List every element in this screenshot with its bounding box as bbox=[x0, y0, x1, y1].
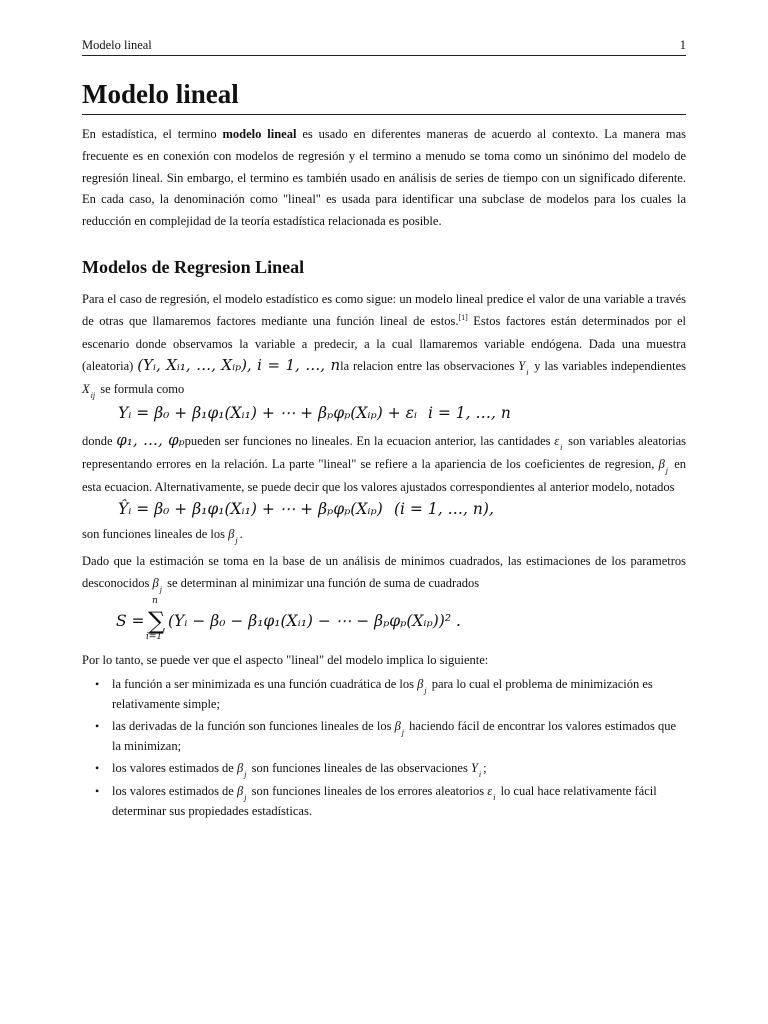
regression-paragraph: Para el caso de regresión, el modelo estadístico es como sigue: un modelo lineal predice el valor de una variable a través de otras que llamaremos factores mediante una función lineal de estos.[1] Estos factores están determinados por el escenario donde observamos la variable a predecir, a la cual llamaremos variable endógena. Dada una muestra (aleatoria) (Yᵢ, Xᵢ₁, …, Xᵢₚ), i = 1, …, nla relacion entre las observaciones $Y_i$ y las variables independientes $X_{ij}$ se formula como bbox=[82, 291, 686, 401]
running-header-title: Modelo lineal bbox=[82, 38, 152, 52]
sum-lower-limit: i=1 bbox=[146, 631, 163, 642]
implications-intro: Por lo tanto, se puede ver que el aspecto "lineal" del modelo implica lo siguiente: bbox=[82, 652, 489, 667]
article-content bbox=[82, 78, 686, 824]
list-item: • la función a ser minimizada es una función cuadrática de los $\beta_j$ para lo cual el problema de minimización es relativamente simple; bbox=[112, 675, 686, 715]
section-heading: Modelos de Regresion Lineal bbox=[82, 256, 305, 277]
equation-fitted-range: (i = 1, …, n), bbox=[394, 500, 494, 519]
equation-fitted bbox=[82, 498, 686, 524]
equation-fitted-left: Ŷᵢ = β₀ + β₁φ₁(Xᵢ₁) + ⋯ + βₚφₚ(Xᵢₚ) bbox=[118, 500, 383, 519]
sum-upper-limit: n bbox=[152, 595, 158, 606]
equation-model bbox=[82, 402, 686, 430]
list-item: • las derivadas de la función son funciones lineales de los $\beta_j$ haciendo fácil de encontrar los valores estimados que la minimizan; bbox=[112, 717, 686, 757]
phi-formula: φ₁, …, φₚ bbox=[116, 430, 185, 449]
running-header bbox=[82, 37, 686, 56]
sum-lhs: S = bbox=[116, 611, 145, 630]
list-item: • los valores estimados de $\beta_j$ son funciones lineales de las observaciones $Y_i$ ; bbox=[112, 759, 686, 780]
equation-sum-of-squares bbox=[82, 596, 686, 644]
sum-sigma: ∑ bbox=[148, 606, 166, 635]
implications-list bbox=[82, 675, 686, 822]
list-item: • los valores estimados de $\beta_j$ son funciones lineales de los errores aleatorios $\varepsilon_i$ lo cual hace relativamente fácil determinar sus propiedades estadísticas. bbox=[112, 782, 686, 822]
page-title: Modelo lineal bbox=[82, 78, 686, 115]
linear-functions-line: son funciones lineales de los $\beta_j$ . bbox=[82, 527, 243, 546]
least-squares-paragraph: Dado que la estimación se toma en la base de un análisis de minimos cuadrados, las estimaciones de los parametros desconocidos $\beta_j$ se determinan al minimizar una función de suma de cuadrados bbox=[82, 554, 686, 594]
reference-link[interactable]: [1] bbox=[458, 312, 468, 322]
bold-term: modelo lineal bbox=[222, 127, 297, 141]
intro-paragraph: En estadística, el termino modelo lineal es usado en diferentes maneras de acuerdo al contexto. La manera mas frecuente es en conexión con modelos de regresión y el termino a menudo se toma como un sinónimo del modelo de regresión lineal. Sin embargo, el termino es también usado en análisis de series de tiempo con un significado diferente. En cada caso, la denominación como "lineal" es usada para identificar una subclase de modelos para los cuales la reducción en complejidad de la teoría estadística relacionada es posible. bbox=[82, 127, 686, 229]
nonlinear-paragraph: donde φ₁, …, φₚpueden ser funciones no lineales. En la ecuacion anterior, las cantidades $\varepsilon_i$ son variables aleatorias representando errores en la relación. La parte "lineal" se refiere a la apariencia de los coeficientes de regresion, $\beta_j$ en esta ecuacion. Alternativamente, se puede decir que los valores ajustados correspondientes al anterior modelo, notados bbox=[82, 430, 686, 494]
equation-model-range: i = 1, …, n bbox=[428, 403, 511, 422]
sum-body: (Yᵢ − β₀ − β₁φ₁(Xᵢ₁) − ⋯ − βₚφₚ(Xᵢₚ))² . bbox=[168, 611, 461, 630]
page-number: 1 bbox=[679, 38, 686, 52]
sample-formula: (Yᵢ, Xᵢ₁, …, Xᵢₚ), i = 1, …, n bbox=[137, 356, 341, 375]
equation-model-left: Yᵢ = β₀ + β₁φ₁(Xᵢ₁) + ⋯ + βₚφₚ(Xᵢₚ) + εᵢ bbox=[118, 403, 418, 422]
